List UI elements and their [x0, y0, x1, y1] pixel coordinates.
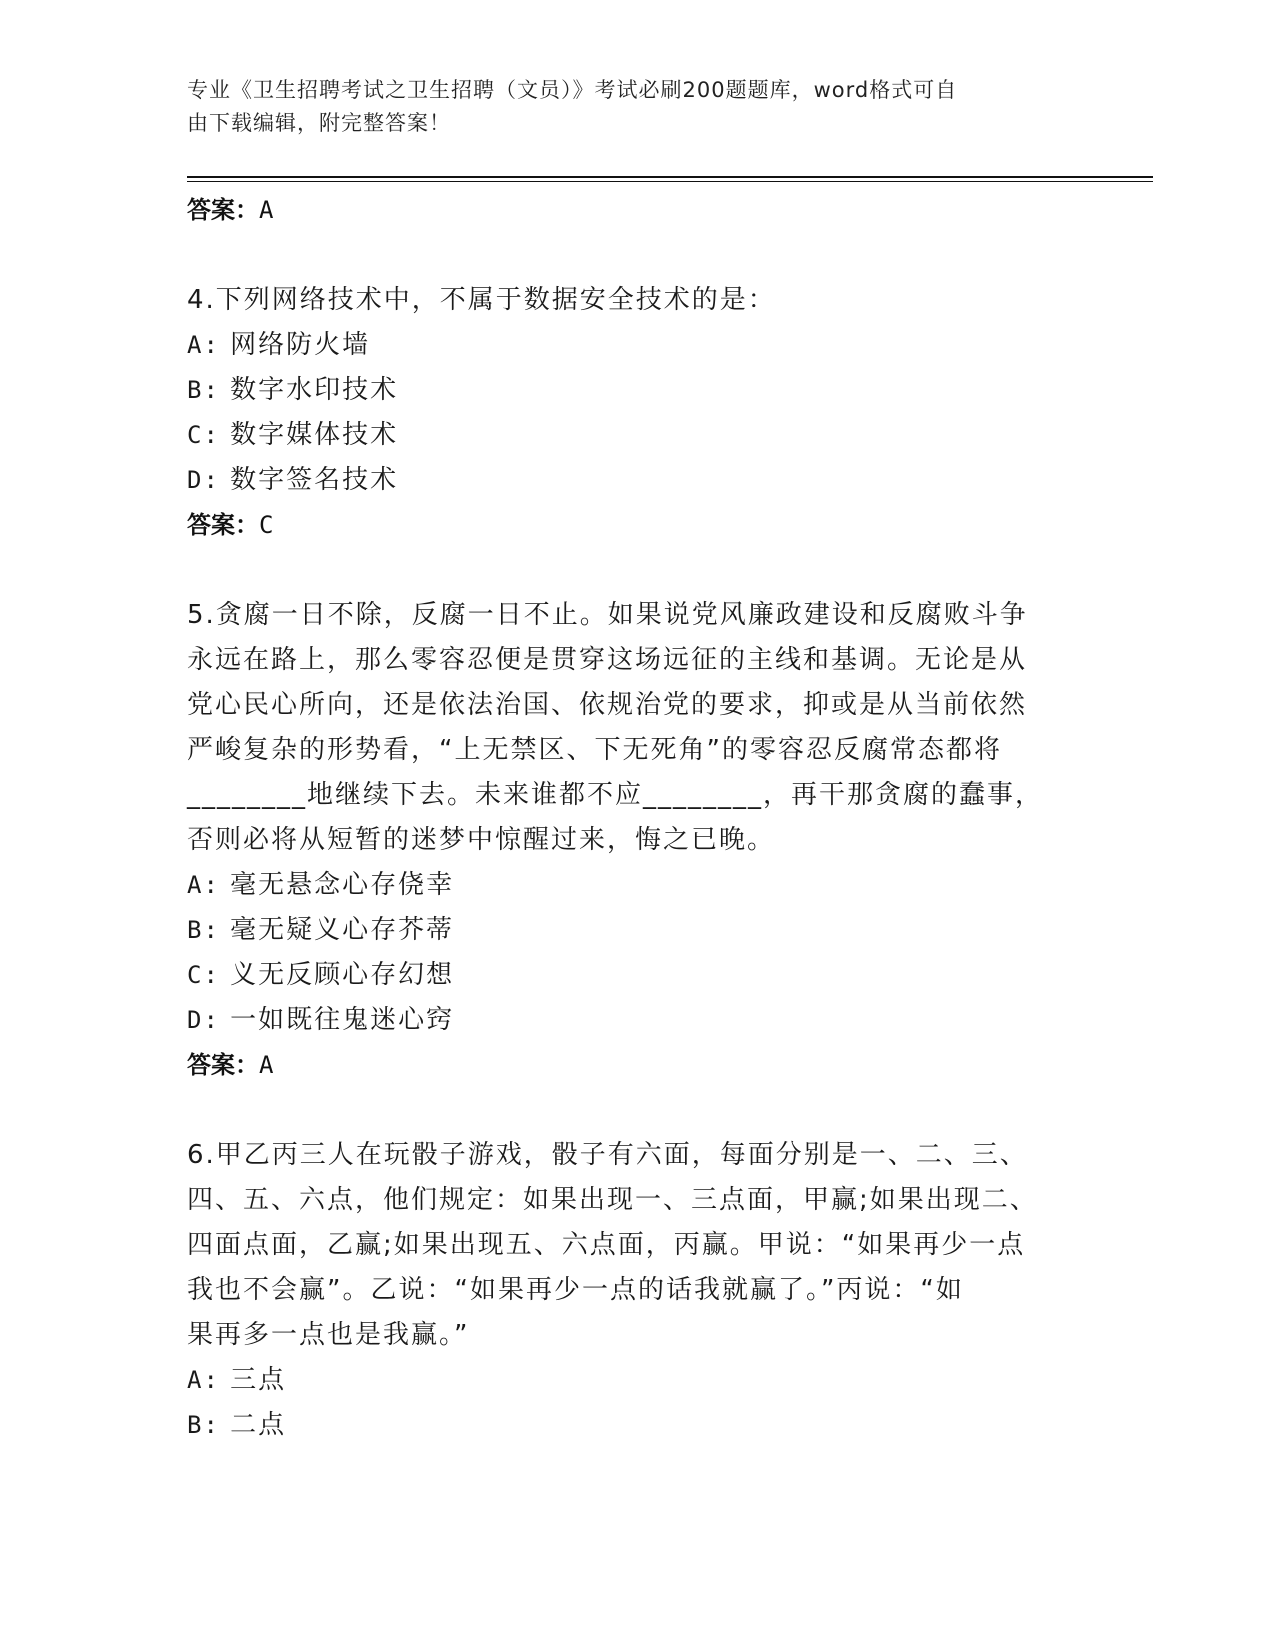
- document-header: [187, 74, 1087, 140]
- answer-value: A: [259, 1051, 274, 1079]
- option-a: [187, 863, 1087, 908]
- answer-line: [187, 503, 1087, 548]
- question-text-line: 否则必将从短暂的迷梦中惊醒过来，悔之已晚。: [187, 825, 776, 855]
- option-c: [187, 953, 1087, 998]
- option-b: [187, 908, 1087, 953]
- option-text: 义无反顾心存幻想: [230, 960, 455, 990]
- answer-label: 答案：: [187, 1051, 259, 1079]
- question-4: [187, 278, 1087, 548]
- option-key: C:: [187, 961, 220, 989]
- question-6: [187, 1133, 1087, 1448]
- option-d: [187, 998, 1087, 1043]
- option-text: 一如既往鬼迷心窍: [230, 1005, 455, 1035]
- option-key: B:: [187, 376, 220, 404]
- option-key: D:: [187, 1006, 220, 1034]
- option-text: 毫无悬念心存侥幸: [230, 870, 455, 900]
- option-key: B:: [187, 1411, 220, 1439]
- option-key: D:: [187, 466, 220, 494]
- question-text-line: 四、五、六点，他们规定：如果出现一、三点面，甲赢;如果出现二、: [187, 1185, 1038, 1215]
- option-text: 数字媒体技术: [230, 420, 399, 450]
- option-b: [187, 368, 1087, 413]
- question-text-line: 果再多一点也是我赢。”: [187, 1320, 470, 1350]
- option-key: B:: [187, 916, 220, 944]
- question-text-line: 严峻复杂的形势看，“上无禁区、下无死角”的零容忍反腐常态都将: [187, 735, 1002, 765]
- answer-label: 答案：: [187, 196, 259, 224]
- document-body: [187, 188, 1087, 1448]
- option-key: A:: [187, 331, 220, 359]
- question-text-line: 永远在路上，那么零容忍便是贯穿这场远征的主线和基调。无论是从: [187, 645, 1028, 675]
- option-d: [187, 458, 1087, 503]
- answer-value: A: [259, 196, 274, 224]
- question-text-line: 6.甲乙丙三人在玩骰子游戏，骰子有六面，每面分别是一、二、三、: [187, 1140, 1028, 1170]
- option-text: 毫无疑义心存芥蒂: [230, 915, 455, 945]
- header-divider-thick: [187, 176, 1153, 178]
- question-text-line: 我也不会赢”。乙说：“如果再少一点的话我就赢了。”丙说：“如: [187, 1275, 964, 1305]
- question-text-line: ________地继续下去。未来谁都不应________，再干那贪腐的蠢事，: [187, 780, 1044, 810]
- question-text-line: 党心民心所向，还是依法治国、依规治党的要求，抑或是从当前依然: [187, 690, 1028, 720]
- option-b: [187, 1403, 1087, 1448]
- question-text-line: 四面点面，乙赢;如果出现五、六点面，丙赢。甲说：“如果再少一点: [187, 1230, 1026, 1260]
- option-key: C:: [187, 421, 220, 449]
- option-text: 三点: [230, 1365, 287, 1395]
- answer-label: 答案：: [187, 511, 259, 539]
- option-key: A:: [187, 1366, 220, 1394]
- option-c: [187, 413, 1087, 458]
- option-text: 数字水印技术: [230, 375, 399, 405]
- header-line-2: 由下载编辑，附完整答案！: [187, 111, 451, 135]
- option-text: 二点: [230, 1410, 287, 1440]
- question-5: [187, 593, 1087, 1088]
- answer-line: [187, 188, 1087, 233]
- answer-value: C: [259, 511, 274, 539]
- header-divider-thin: [187, 181, 1153, 182]
- option-a: [187, 323, 1087, 368]
- answer-line: [187, 1043, 1087, 1088]
- option-a: [187, 1358, 1087, 1403]
- header-line-1: 专业《卫生招聘考试之卫生招聘（文员）》考试必刷200题题库，word格式可自: [187, 78, 958, 102]
- option-text: 数字签名技术: [230, 465, 399, 495]
- option-text: 网络防火墙: [230, 330, 371, 360]
- question-text-line: 4.下列网络技术中，不属于数据安全技术的是：: [187, 285, 776, 315]
- option-key: A:: [187, 871, 220, 899]
- question-text-line: 5.贪腐一日不除，反腐一日不止。如果说党风廉政建设和反腐败斗争: [187, 600, 1028, 630]
